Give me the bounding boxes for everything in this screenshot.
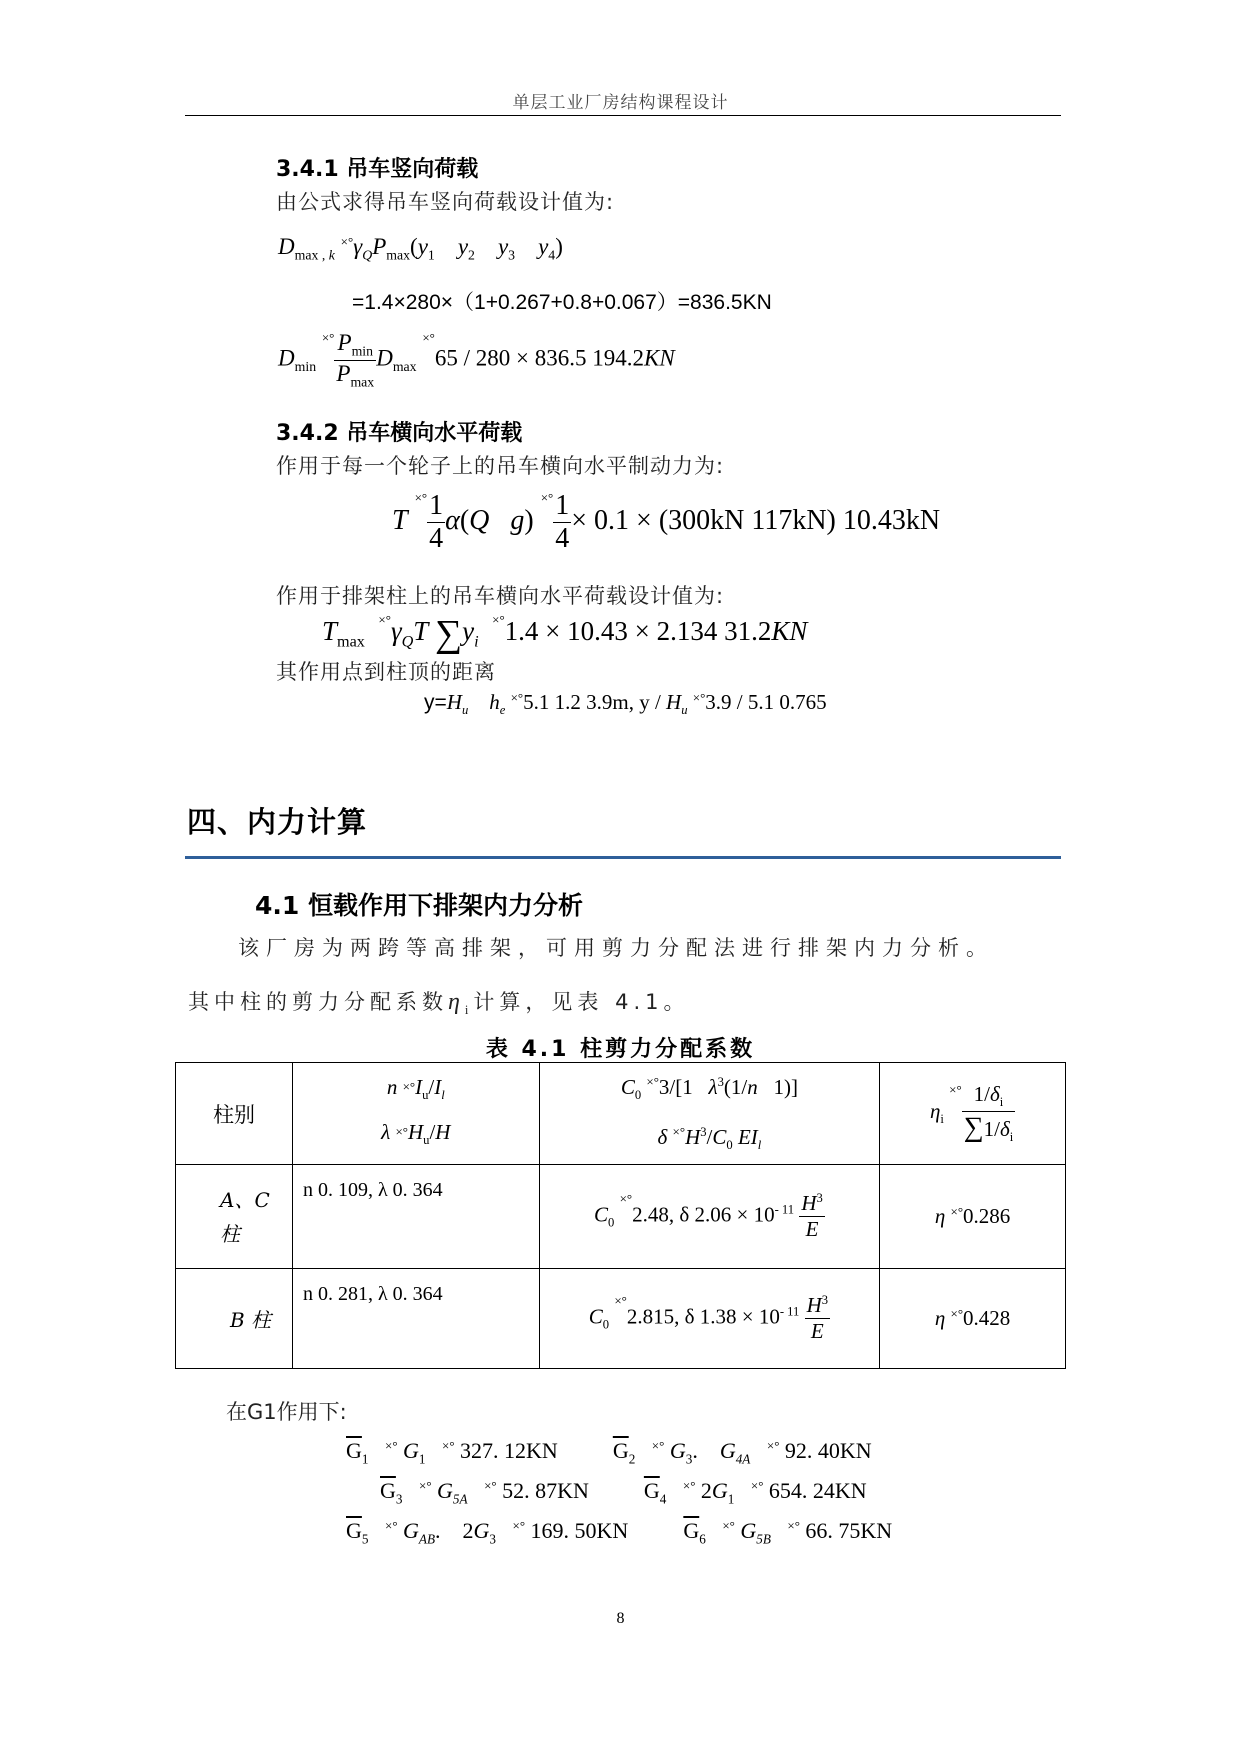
t-value: × 0.1 × (300kN 117kN) 10.43kN: [571, 504, 941, 536]
chapter-title: 四、内力计算: [187, 805, 368, 839]
header-n-lambda: n $^{\times^\circ}I_u/I_l$ λ $^{\times^\circ}H_u/H$: [292, 1063, 539, 1165]
g3-bar-value: 52. 87KN: [502, 1478, 589, 1503]
row-eta-value: 0.286: [963, 1204, 1011, 1228]
dmax-formula: $D_{max , k}$ $^{\times^\circ}\gamma_QP_{max}(y_1$ $y_2$ $y_3$ $y_4$): [278, 234, 563, 263]
header-eta: $\eta_i$ ×° $\frac{1/\delta_i}{\sum 1/\delta_i}$: [880, 1063, 1066, 1165]
y-formula: $y=H_u$ $h_e$ ×°5.1 1.2 3.9m, y / $H_u$ ×°3.9 / 5.1 0.765: [424, 690, 827, 718]
dmin-formula: $D_{min}$ ×° $\frac{P_{min}}{P_{max}}$ $D_{max}$ ×°65 / 280 × 836.5 194.2KN: [278, 330, 675, 390]
table-row: [176, 1269, 1066, 1369]
g-line-1: $\overline{G}_1$ ×° $G_1$ ×° 327. 12KN $\overline{G}_2$ ×° $G_3$. $G_{4A}$ ×° 92. 40KN: [346, 1438, 872, 1467]
para2-a: 其中柱的剪力分配系数: [188, 990, 448, 1014]
g5-bar-value: 169. 50KN: [530, 1518, 629, 1543]
g6-bar-value: 66. 75KN: [805, 1518, 893, 1543]
row-column-name: A、C 柱: [176, 1165, 293, 1269]
section-3-4-2-heading: 3.4.2 吊车横向水平荷载: [276, 421, 523, 446]
section-4-1-para2: 其中柱的剪力分配系数$\eta_i$计算，见表 4.1。: [188, 989, 690, 1018]
header-rule: [185, 115, 1061, 116]
header-c0-delta: $C_0$ ×°3/[1 $\lambda^3(1/n$ 1)] δ $^{\times^\circ}H^3/C_0$ $EI_l$: [539, 1063, 880, 1165]
row-eta-value: 0.428: [963, 1306, 1011, 1330]
table-row: [176, 1165, 1066, 1269]
para2-b: 计算，见表 4.1。: [473, 990, 690, 1014]
section-3-4-1-intro: 由公式求得吊车竖向荷载设计值为:: [276, 190, 615, 214]
row-c0-delta-value: 2.48, δ 2.06 × 10: [632, 1202, 775, 1227]
t-formula: T ×° $\frac{1}{4}$ α(Q g) ×° $\frac{1}{4}$ × 0.1 × (300kN 117kN) 10.43kN: [392, 490, 941, 554]
g4-bar-value: 654. 24KN: [768, 1478, 867, 1503]
table-header-row: [176, 1063, 1066, 1165]
y-prefix: y=: [424, 691, 447, 714]
chapter-rule: [185, 856, 1061, 859]
g2-bar-value: 92. 40KN: [784, 1438, 872, 1463]
shear-distribution-table: [175, 1062, 1066, 1369]
g-line-3: $\overline{G}_5$ ×° $G_{AB}$. $2G_3$ ×° 169. 50KN $\overline{G}_6$ ×° $G_{5B}$ ×° 66. 75KN: [346, 1518, 893, 1547]
row-n-lambda: n 0. 281, λ 0. 364: [292, 1269, 539, 1369]
dmin-value: 65 / 280 × 836.5 194.2: [434, 345, 644, 371]
tmax-value: 1.4 × 10.43 × 2.134 31.2: [504, 616, 772, 647]
row-c0-delta-value: 2.815, δ 1.38 × 10: [626, 1304, 780, 1329]
section-3-4-1-heading: 3.4.1 吊车竖向荷载: [276, 157, 479, 182]
y-ratio: 3.9 / 5.1 0.765: [705, 690, 827, 714]
section-3-4-2-intro2: 作用于排架柱上的吊车横向水平荷载设计值为:: [276, 584, 725, 608]
g1-bar-value: 327. 12KN: [460, 1438, 558, 1463]
row-eta: η ×°0.428: [880, 1269, 1066, 1369]
row-column-name: B 柱: [176, 1269, 293, 1369]
row-eta: η ×°0.286: [880, 1165, 1066, 1269]
row-c0-delta: $C_0$ ×°2.815, δ $1.38 \times 10^{- 11}$ $\frac{H^3}{E}$: [539, 1269, 880, 1369]
page-number: 8: [616, 1610, 625, 1627]
tmax-formula: $T_{max}$ $^{\times^\circ}\gamma_QT$ $\sum y_i$ ×°1.4 × 10.43 × 2.134 31.2KN: [322, 612, 808, 655]
g1-intro: 在G1作用下:: [226, 1400, 347, 1424]
y-value: 5.1 1.2 3.9m, y /: [523, 690, 667, 714]
row-n-lambda: n 0. 109, λ 0. 364: [292, 1165, 539, 1269]
section-4-1-para1: 该厂房为两跨等高排架，可用剪力分配法进行排架内力分析。: [238, 936, 994, 960]
section-3-4-2-intro: 作用于每一个轮子上的吊车横向水平制动力为:: [276, 454, 725, 478]
header-column-name: 柱别: [176, 1063, 293, 1165]
row-c0-delta: $C_0$ ×°2.48, δ $2.06 \times 10^{- 11}$ $\frac{H^3}{E}$: [539, 1165, 880, 1269]
table-caption: 表 4.1 柱剪力分配系数: [485, 1037, 756, 1062]
dmax-calc-line: =1.4×280×（1+0.267+0.8+0.067）=836.5KN: [352, 291, 772, 314]
section-3-4-2-intro3: 其作用点到柱顶的距离: [276, 660, 496, 684]
running-header: 单层工业厂房结构课程设计: [512, 93, 729, 113]
section-4-1-heading: 4.1 恒载作用下排架内力分析: [255, 891, 583, 920]
g-line-2: $\overline{G}_3$ ×° $G_{5A}$ ×° 52. 87KN $\overline{G}_4$ ×° $2G_1$ ×° 654. 24KN: [380, 1478, 867, 1507]
